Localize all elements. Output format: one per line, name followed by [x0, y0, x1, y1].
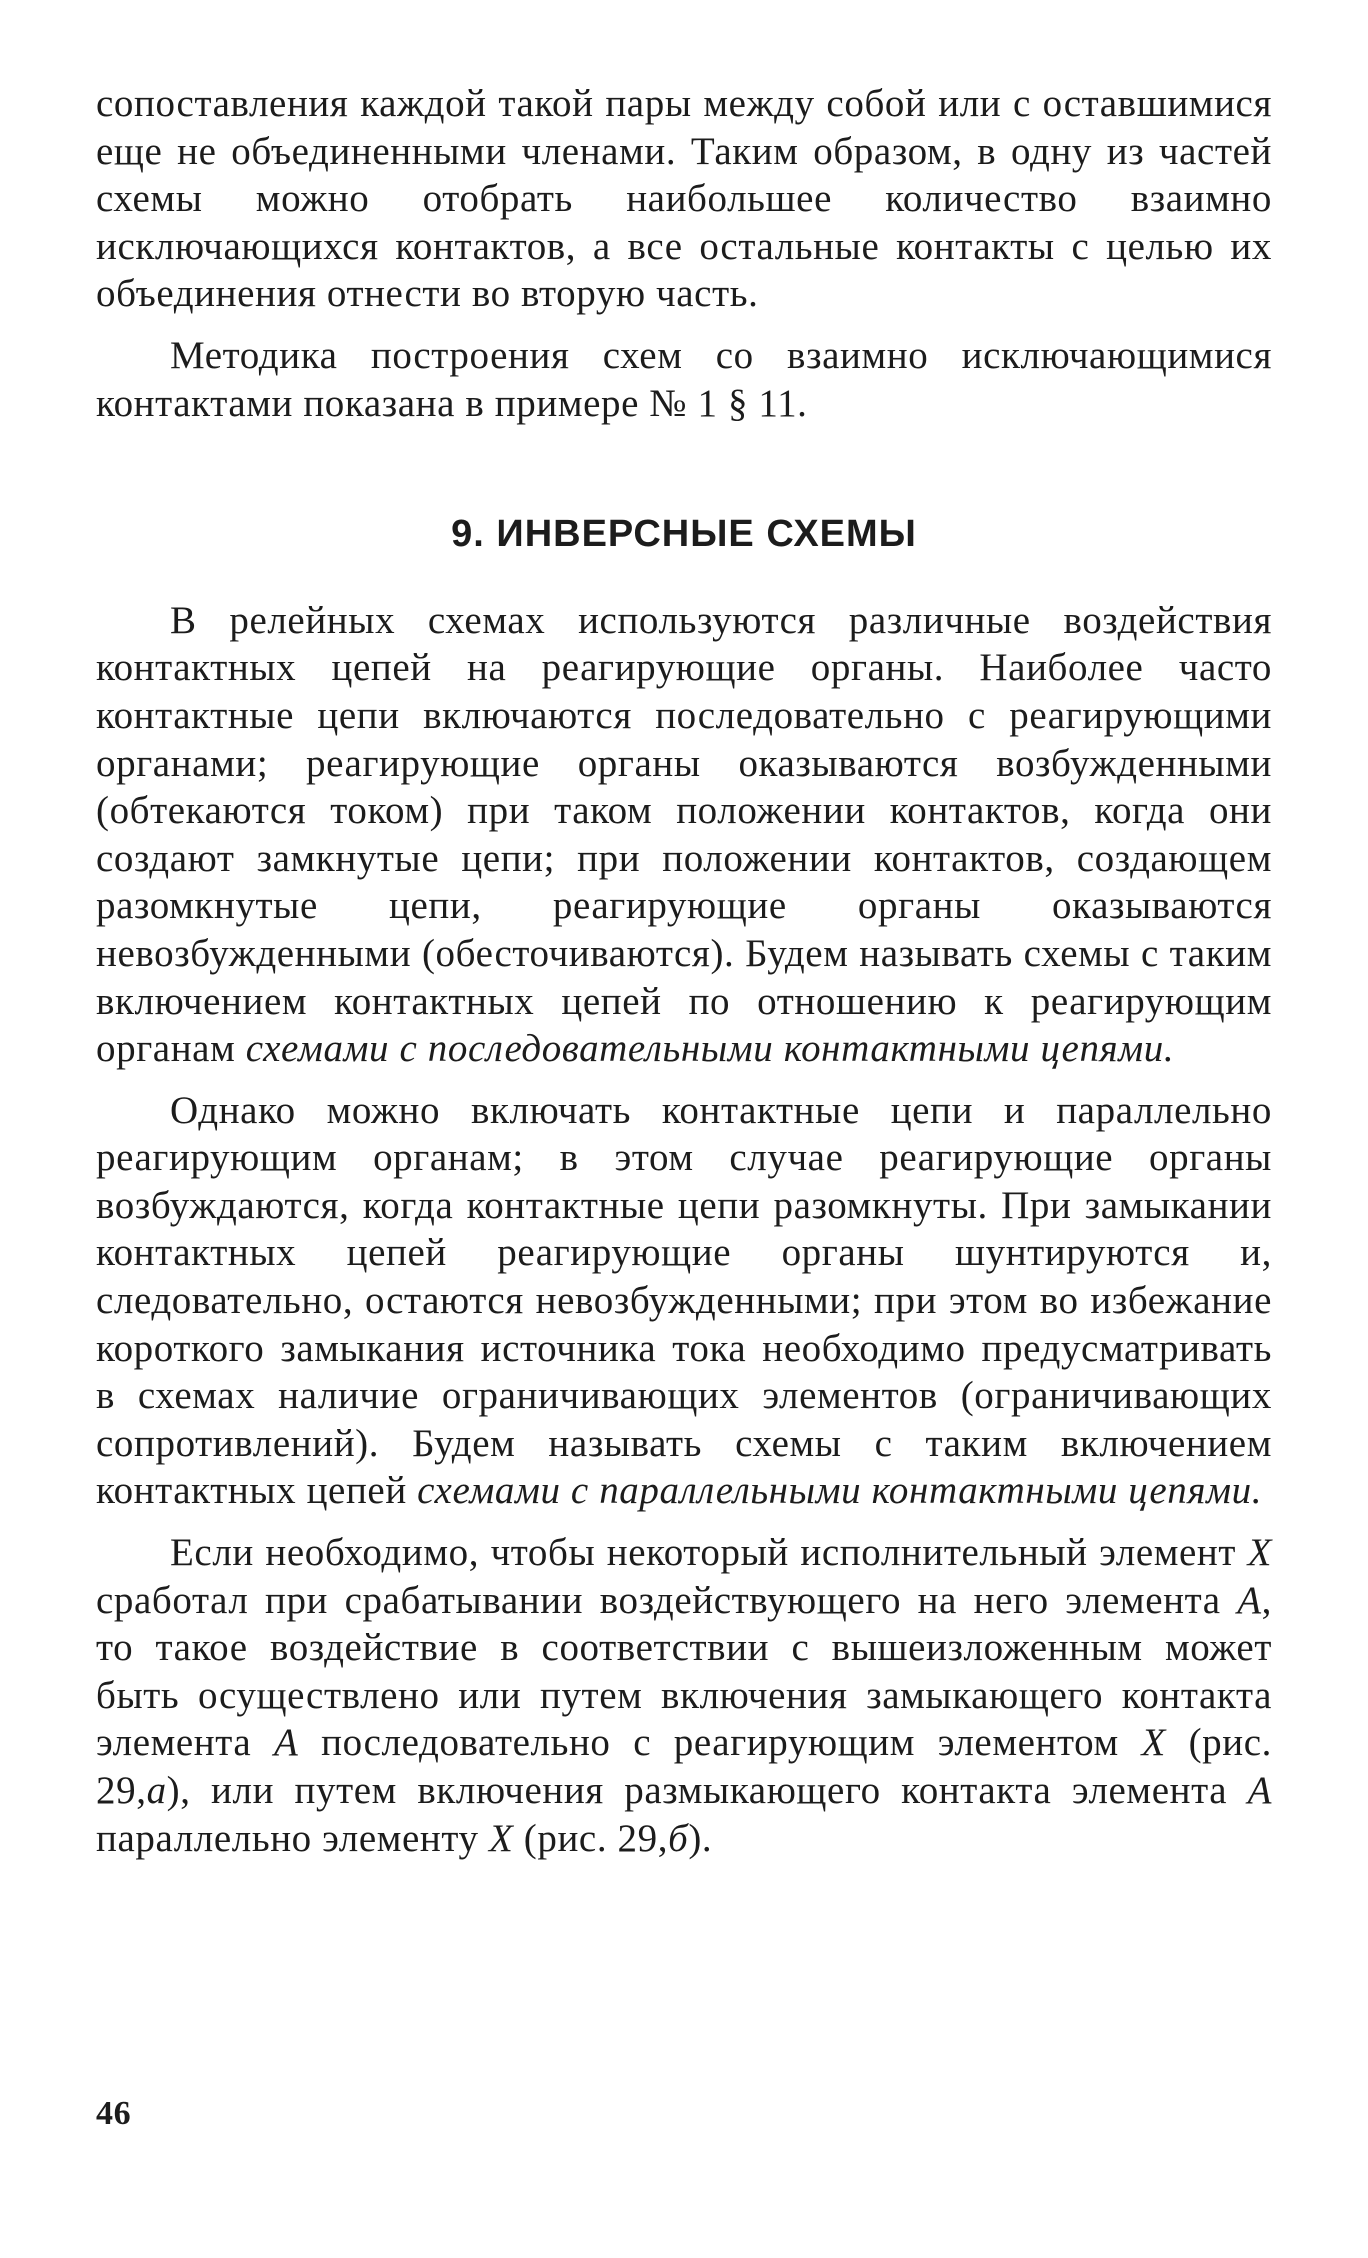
paragraph-series-circuits — [96, 597, 1272, 1073]
paragraph-text: , то такое воздействие в соответствии с вышеизложенным может быть осуществлено или путем включения замыкающего контакта элемента — [96, 1578, 1272, 1765]
paragraph-continued: сопоставления каждой такой пары между собой или с оставшимися еще не объединенными членами. Таким образом, в одну из частей схемы можно отобрать наибольшее количество взаимно исключающихся контактов, а все остальные контакты с целью их объединения отнести во вторую часть. — [96, 82, 1272, 316]
paragraph-text: последовательно с реагирующим элементом — [298, 1721, 1142, 1765]
section-heading — [96, 511, 1272, 559]
variable-a: A — [273, 1721, 299, 1765]
paragraph-text: (рис. 29, — [96, 1721, 1272, 1812]
variable-a: A — [1237, 1578, 1262, 1622]
variable-x: X — [488, 1816, 514, 1860]
paragraph-text: ). — [688, 1816, 713, 1860]
paragraph-text: В релейных схемах используются различные воздействия контактных цепей на реагирующие органы. Наиболее часто контактные цепи включаются последовательно с реагирующими органами; реагирующие органы оказываются возбужденными (обтекаются током) при таком положении контактов, когда они создают замкнутые цепи; при положении контактов, создающем разомкнутые цепи, реагирующие органы оказываются невозбужденными (обесточиваются). Будем называть схемы с таким включением контактных цепей по отношению к реагирующим органам — [96, 598, 1272, 1071]
page-number: 46 — [96, 2095, 132, 2132]
section-number: 9. — [451, 513, 485, 556]
book-page — [96, 80, 1272, 2180]
figure-label-a: а — [146, 1769, 167, 1812]
paragraph-parallel-circuits — [96, 1087, 1272, 1515]
paragraph-element-action — [96, 1529, 1272, 1862]
paragraph-methodology: Методика построения схем со взаимно исключающимися контактами показана в примере № 1 § 11. — [96, 333, 1272, 425]
paragraph-text: параллельно элементу — [96, 1816, 489, 1860]
italic-term: схемами с параллельными контактными цепями. — [417, 1469, 1263, 1513]
variable-x: X — [1141, 1721, 1166, 1765]
section-title: ИНВЕРСНЫЕ СХЕМЫ — [496, 513, 917, 556]
paragraph-text: сработал при срабатывании воздействующего на него элемента — [96, 1578, 1238, 1622]
figure-label-b: б — [668, 1816, 689, 1860]
variable-a: A — [1247, 1769, 1272, 1812]
paragraph-text: (рис. 29, — [513, 1816, 669, 1860]
italic-term: схемами с последовательными контактными цепями. — [245, 1027, 1175, 1071]
variable-x: X — [1247, 1531, 1272, 1575]
paragraph-text: Однако можно включать контактные цепи и параллельно реагирующим органам; в этом случае реагирующие органы возбуждаются, когда контактные цепи разомкнуты. При замыкании контактных цепей реагирующие органы шунтируются и, следовательно, остаются невозбужденными; при этом во избежание короткого замыкания источника тока необходимо предусматривать в схемах наличие ограничивающих элементов (ограничивающих сопротивлений). Будем называть схемы с таким включением контактных цепей — [96, 1088, 1272, 1513]
paragraph-text: Если необходимо, чтобы некоторый исполнительный элемент — [170, 1531, 1248, 1575]
paragraph-text: ), или путем включения размыкающего контакта элемента — [166, 1769, 1248, 1812]
